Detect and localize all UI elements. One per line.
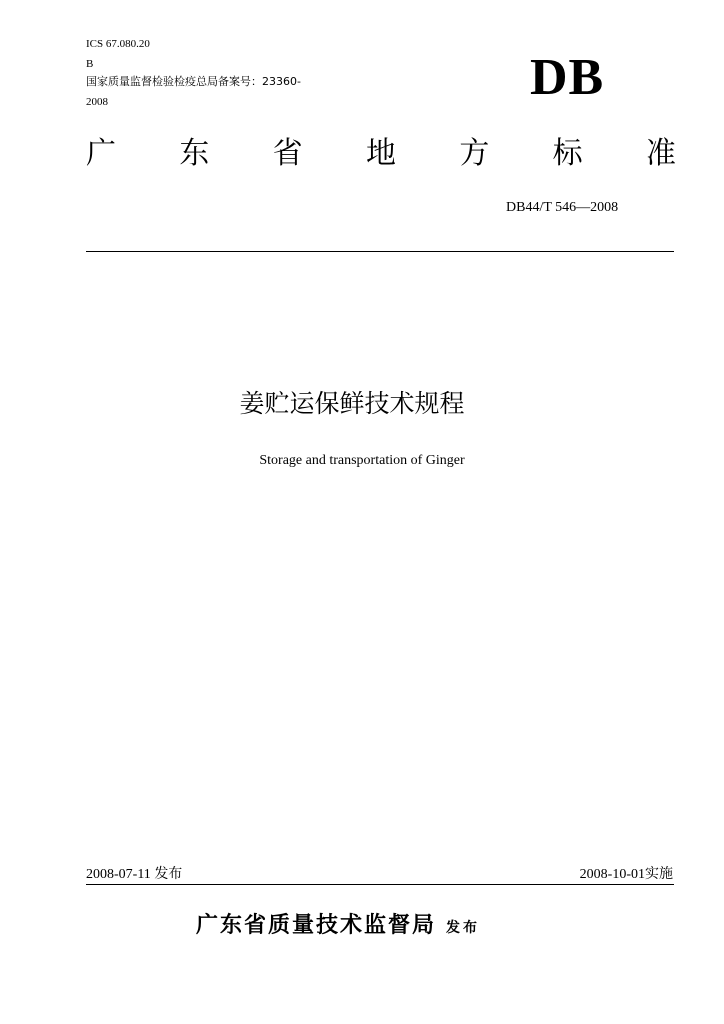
publish-date-line [86,865,182,884]
standard-type-title [86,136,676,172]
ics-code: ICS 67.080.20 [86,38,150,50]
top-divider [86,251,674,252]
issuer-line [196,912,480,940]
standard-type-char: 标 [552,136,583,171]
implement-date: 2008-10-01 [579,867,645,882]
title-chinese: 姜贮运保鲜技术规程 [239,389,465,418]
standard-type-char: 地 [365,136,396,171]
publish-date: 2008-07-11 [86,867,151,882]
issuer-suffix: 发布 [446,920,481,936]
classification-code: B [86,58,94,70]
filing-number-line1: 国家质量监督检验检疫总局备案号：23360- [86,75,301,88]
publish-label: 发布 [154,866,183,882]
bottom-divider [86,884,674,885]
db-logo: DB [530,49,605,106]
issuer-name: 广东省质量技术监督局 [196,913,437,938]
implement-date-line [580,865,673,884]
filing-number-line2: 2008 [86,96,108,108]
standard-type-char: 省 [272,136,303,171]
standard-type-char: 东 [179,136,210,171]
title-english: Storage and transportation of Ginger [259,453,465,468]
standard-type-char: 广 [86,136,116,171]
standard-type-char: 方 [459,136,490,171]
standard-number: DB44/T 546—2008 [506,200,619,215]
title-chinese-wrapper [0,388,724,420]
standard-type-char: 准 [645,136,676,171]
implement-label: 实施 [645,866,673,882]
